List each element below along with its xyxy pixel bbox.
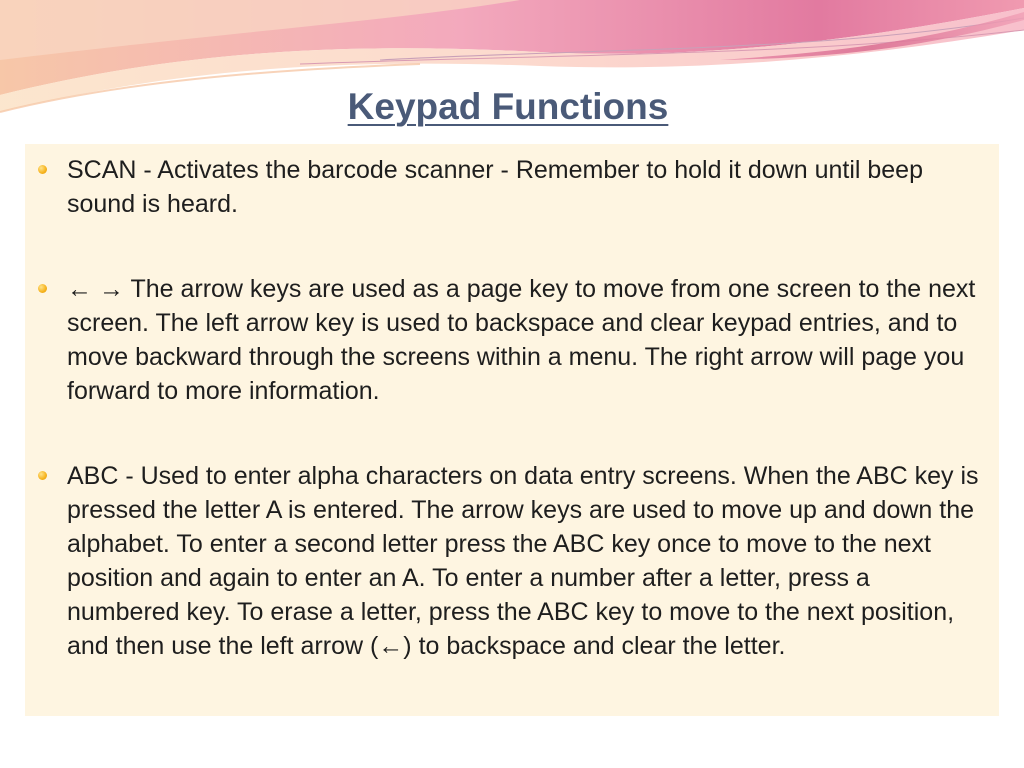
bullet-item-arrows — [67, 272, 987, 408]
bullet-text-scan: SCAN - Activates the barcode scanner - Remember to hold it down until beep sound is heard. — [67, 156, 923, 218]
slide-title: Keypad Functions — [347, 86, 669, 127]
bullet-text-arrows: ← → The arrow keys are used as a page key to move from one screen to the next screen. The left arrow key is used to backspace and clear keypad entries, and to move backward through the screens within a menu. The right arrow will page you forward to more information. — [67, 275, 976, 405]
bullet-icon — [38, 284, 47, 293]
bullet-item-abc — [67, 459, 987, 663]
content-box — [25, 144, 999, 716]
bullet-item-scan — [67, 153, 987, 221]
bullet-icon — [38, 471, 47, 480]
bullet-text-abc: ABC - Used to enter alpha characters on data entry screens. When the ABC key is pressed the letter A is entered. The arrow keys are used to move up and down the alphabet. To enter a second letter press the ABC key once to move to the next position and again to enter an A. To enter a number after a letter, press a numbered key. To erase a letter, press the ABC key to move to the next position, and then use the left arrow (←) to backspace and clear the letter. — [67, 462, 979, 660]
bullet-icon — [38, 165, 47, 174]
